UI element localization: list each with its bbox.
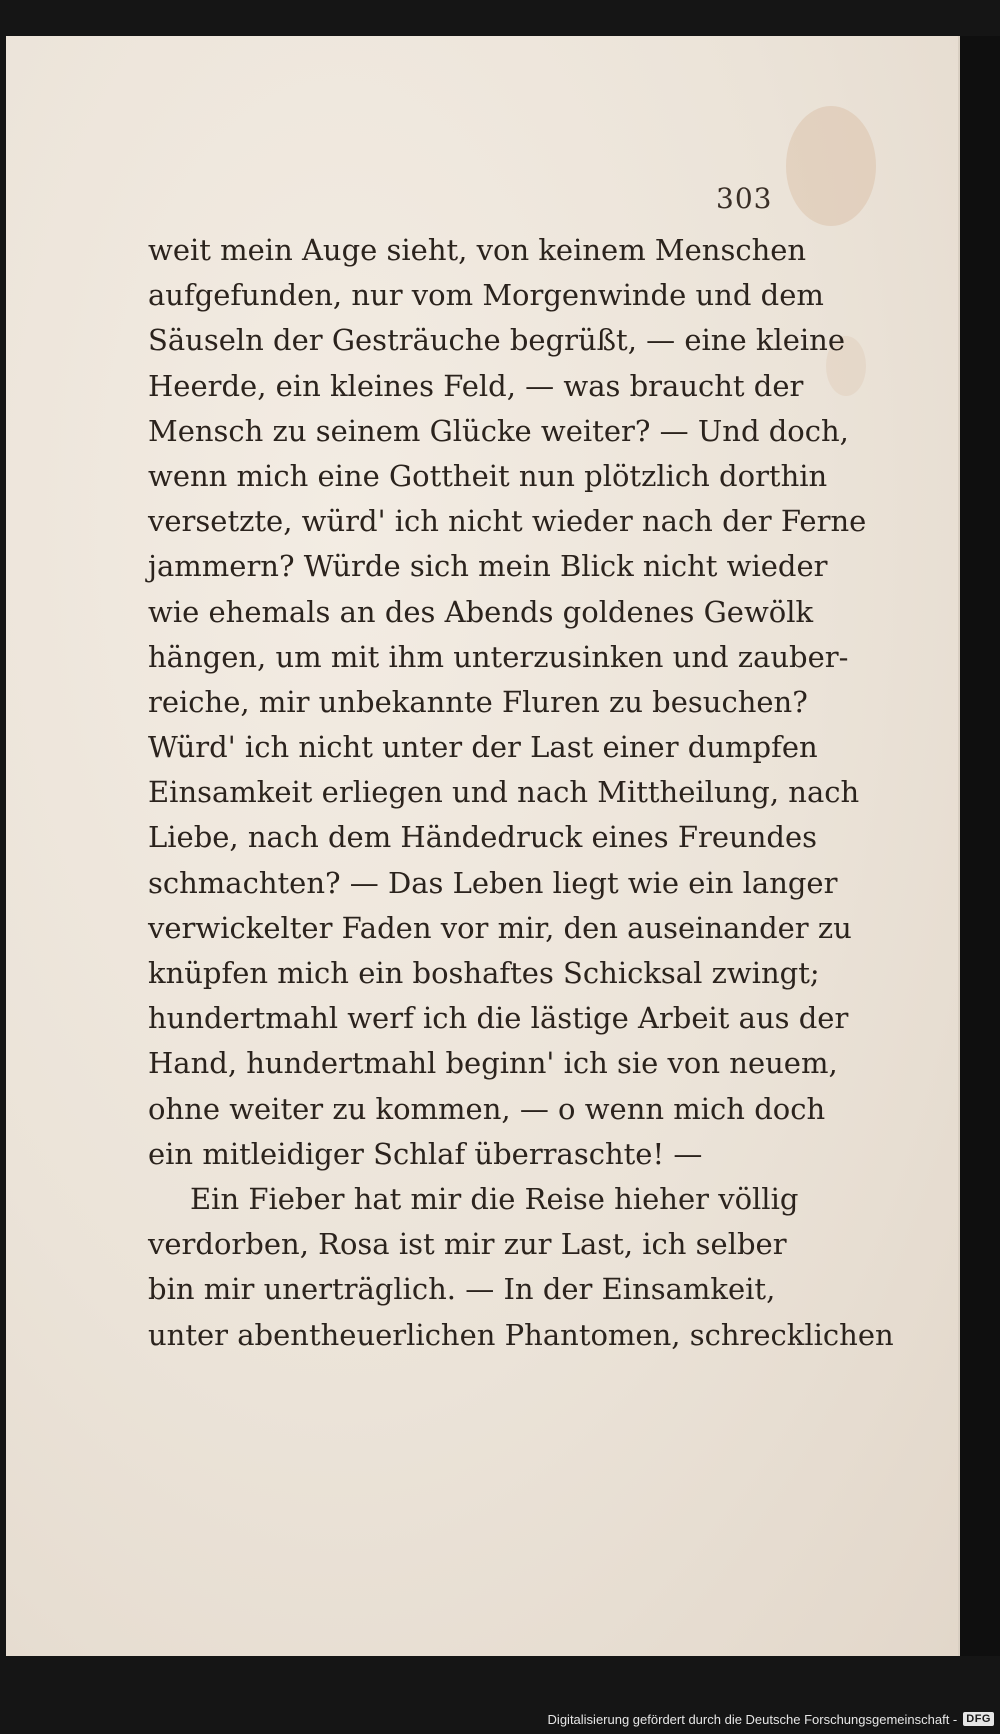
credit-text: Digitalisierung gefördert durch die Deutsche Forschungsgemeinschaft - xyxy=(547,1711,958,1727)
text-line: aufgefunden, nur vom Morgenwinde und dem xyxy=(148,278,824,313)
text-line: Säuseln der Gesträuche begrüßt, — eine kleine xyxy=(148,323,845,358)
text-line: Mensch zu seinem Glücke weiter? — Und doch, xyxy=(148,413,849,448)
text-line: versetzte, würd' ich nicht wieder nach der Ferne xyxy=(148,504,867,539)
text-line: jammern? Würde sich mein Blick nicht wieder xyxy=(148,549,828,584)
text-line: hängen, um mit ihm unterzusinken und zauber- xyxy=(148,639,849,674)
text-line: Heerde, ein kleines Feld, — was braucht der xyxy=(148,368,804,403)
text-line: knüpfen mich ein boshaftes Schicksal zwingt; xyxy=(148,956,820,990)
text-line: unter abentheuerlichen Phantomen, schrecklichen xyxy=(148,1317,894,1352)
text-line: ohne weiter zu kommen, — o wenn mich doch xyxy=(148,1091,826,1126)
text-line: weit mein Auge sieht, von keinem Menschen xyxy=(148,233,807,267)
text-line: ein mitleidiger Schlaf überraschte! — xyxy=(148,1136,703,1171)
text-line: Liebe, nach dem Händedruck eines Freundes xyxy=(148,820,818,855)
text-line: Hand, hundertmahl beginn' ich sie von neuem, xyxy=(148,1046,838,1081)
text-line: Einsamkeit erliegen und nach Mittheilung, nach xyxy=(148,775,860,810)
text-line: verdorben, Rosa ist mir zur Last, ich selber xyxy=(148,1227,787,1262)
page-edge-shadow xyxy=(960,36,1000,1656)
text-line: reiche, mir unbekannte Fluren zu besuchen? xyxy=(148,684,808,719)
text-line: schmachten? — Das Leben liegt wie ein langer xyxy=(148,865,838,900)
text-line: Würd' ich nicht unter der Last einer dumpfen xyxy=(148,730,818,765)
text-line: hundertmahl werf ich die lästige Arbeit aus der xyxy=(148,1001,849,1036)
text-line: bin mir unerträglich. — In der Einsamkeit, xyxy=(148,1272,776,1307)
text-line: verwickelter Faden vor mir, den auseinander zu xyxy=(148,910,852,945)
text-line: wenn mich eine Gottheit nun plötzlich dorthin xyxy=(148,458,828,493)
paper-stain xyxy=(786,106,876,226)
page-number: 303 xyxy=(716,182,773,215)
digitization-credit xyxy=(548,1708,994,1730)
text-line: Ein Fieber hat mir die Reise hieher völlig xyxy=(190,1181,799,1216)
text-line: wie ehemals an des Abends goldenes Gewölk xyxy=(148,594,814,629)
page-body-text xyxy=(148,228,894,1358)
dfg-logo-icon: DFG xyxy=(963,1712,994,1726)
